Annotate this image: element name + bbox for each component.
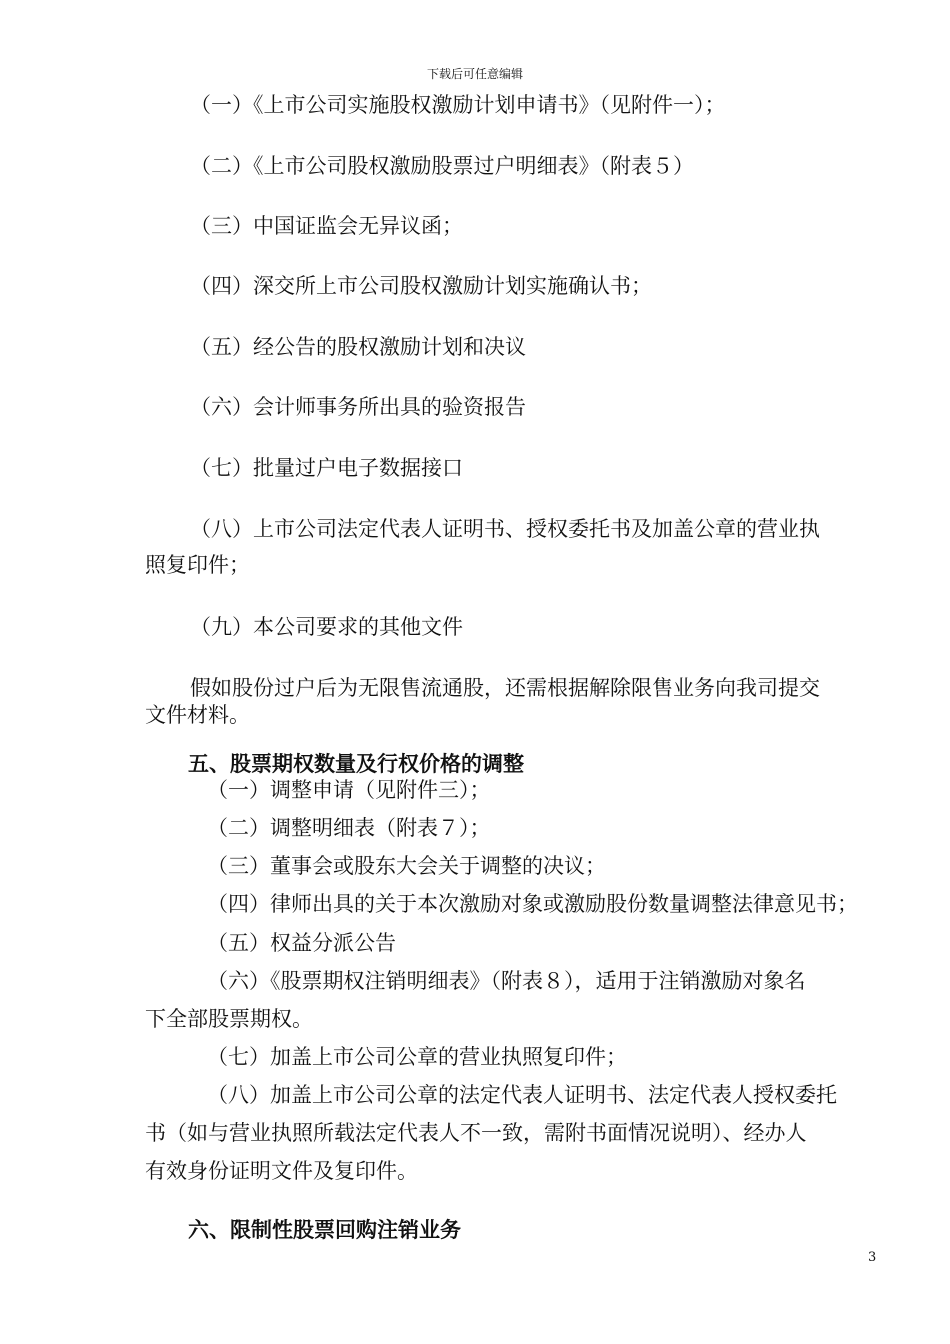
list-item-continuation: 书（如与营业执照所载法定代表人不一致，需附书面情况说明）、经办人 — [145, 1121, 807, 1145]
list-item: （四）律师出具的关于本次激励对象或激励股份数量调整法律意见书； — [207, 892, 858, 916]
list-item: （九）本公司要求的其他文件 — [190, 615, 463, 639]
list-item: （三）中国证监会无异议函； — [190, 214, 463, 238]
list-item: （二）《上市公司股权激励股票过户明细表》（附表５） — [190, 154, 694, 178]
paragraph: 假如股份过户后为无限售流通股，还需根据解除限售业务向我司提交 — [190, 676, 820, 700]
list-item: （七）加盖上市公司公章的营业执照复印件； — [207, 1045, 627, 1069]
list-item: （八）加盖上市公司公章的法定代表人证明书、法定代表人授权委托 — [207, 1083, 837, 1107]
list-item: （五）经公告的股权激励计划和决议 — [190, 335, 526, 359]
list-item: （八）上市公司法定代表人证明书、授权委托书及加盖公章的营业执 — [190, 517, 820, 541]
list-item: （四）深交所上市公司股权激励计划实施确认书； — [190, 274, 652, 298]
list-item: （六）《股票期权注销明细表》（附表８），适用于注销激励对象名 — [207, 969, 806, 993]
list-item: （二）调整明细表（附表７）； — [207, 816, 491, 840]
list-item-continuation: 有效身份证明文件及复印件。 — [145, 1159, 418, 1183]
list-item: （七）批量过户电子数据接口 — [190, 456, 463, 480]
page-number: 3 — [868, 1250, 877, 1265]
list-item: （一）《上市公司实施股权激励计划申请书》（见附件一）； — [190, 93, 726, 117]
section-heading: 五、股票期权数量及行权价格的调整 — [188, 751, 524, 776]
paragraph-continuation: 文件材料。 — [145, 703, 250, 727]
list-item: （一）调整申请（见附件三）； — [207, 778, 491, 802]
list-item: （三）董事会或股东大会关于调整的决议； — [207, 854, 606, 878]
list-item-continuation: 下全部股票期权。 — [145, 1007, 313, 1031]
page-header: 下载后可任意编辑 — [426, 67, 523, 81]
section-heading: 六、限制性股票回购注销业务 — [188, 1217, 461, 1242]
list-item: （五）权益分派公告 — [207, 931, 396, 955]
list-item: （六）会计师事务所出具的验资报告 — [190, 395, 526, 419]
list-item-continuation: 照复印件； — [145, 553, 250, 577]
